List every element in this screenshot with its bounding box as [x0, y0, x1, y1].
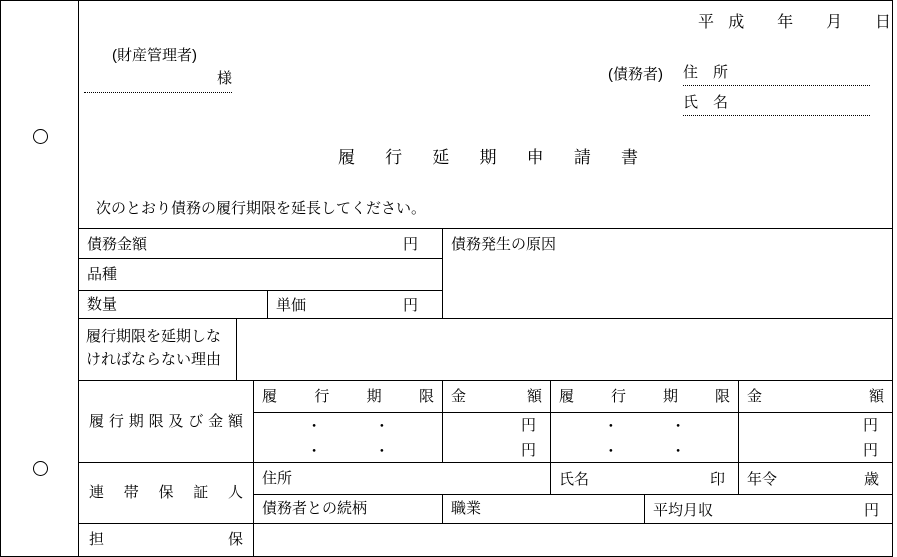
schedule-row-label-cell [78, 380, 254, 463]
seal-label: 印 [709, 471, 725, 488]
amount-fill-cell-2[interactable] [738, 412, 893, 463]
property-manager-label: (財産管理者) [112, 47, 197, 64]
quantity-label: 数量 [87, 296, 118, 313]
yen-unit-line: 円 [520, 417, 536, 434]
guarantor-age-cell[interactable] [738, 462, 893, 495]
debtor-name-label: 氏 名 [683, 94, 729, 111]
deferment-reason-label-cell [78, 318, 237, 381]
guarantor-address-cell[interactable] [253, 462, 551, 495]
yen-unit: 円 [402, 236, 418, 253]
deferment-reason-fill-cell[interactable] [236, 318, 893, 381]
intro-sentence: 次のとおり債務の履行期限を延長してください。 [96, 200, 427, 217]
form-title: 履 行 延 期 申 請 書 [338, 148, 638, 167]
date-dot: ・ [603, 443, 619, 460]
date-dot: ・ [603, 418, 619, 435]
due-date-header-1: 履 行 期 限 [253, 380, 443, 413]
debt-cause-label: 債務発生の原因 [451, 236, 557, 253]
quantity-cell [78, 290, 268, 319]
yen-unit-line: 円 [862, 417, 878, 434]
honorific-sama-label: 様 [216, 70, 232, 87]
guarantor-relation-cell[interactable] [253, 494, 443, 524]
debt-amount-label: 債務金額 [87, 236, 148, 253]
due-date-header-2: 履 行 期 限 [550, 380, 739, 413]
binding-hole-mark-bottom [33, 461, 48, 476]
amount-fill-cell-1[interactable] [442, 412, 551, 463]
age-label: 年令 [747, 471, 778, 488]
date-dots-line [254, 413, 442, 438]
debt-amount-cell [78, 228, 443, 259]
date-dots-line [551, 413, 738, 438]
date-line: 平成 年 月 日 [698, 14, 891, 31]
date-dot: ・ [670, 443, 686, 460]
debtor-address-label: 住 所 [683, 64, 729, 81]
deferment-reason-label: 履行期限を延期しなければならない理由 [86, 328, 222, 368]
binding-hole-mark-top [33, 129, 48, 144]
guarantor-name-label: 氏名 [559, 471, 590, 488]
guarantor-income-cell[interactable] [644, 494, 893, 524]
debt-cause-cell[interactable] [442, 228, 893, 319]
occupation-label: 職業 [451, 500, 482, 517]
guarantor-address-label: 住所 [262, 470, 293, 487]
schedule-row-label: 履 行 期 限 及 び 金 額 [89, 413, 243, 430]
item-type-cell [78, 258, 443, 291]
date-dots-line [254, 438, 442, 463]
yen-unit: 円 [863, 501, 879, 519]
date-dot: ・ [670, 418, 686, 435]
date-dot: ・ [374, 443, 390, 460]
date-dots-line [551, 438, 738, 463]
yen-unit: 円 [402, 297, 418, 314]
date-dot: ・ [374, 418, 390, 435]
collateral-label-cell: 担 保 [78, 523, 254, 557]
relation-label: 債務者との続柄 [262, 500, 368, 517]
guarantor-name-cell[interactable] [550, 462, 739, 495]
income-label: 平均月収 [653, 501, 714, 519]
due-date-fill-cell-1[interactable] [253, 412, 443, 463]
guarantor-row-label-cell: 連 帯 保 証 人 [78, 462, 254, 524]
yen-unit-line: 円 [862, 442, 878, 459]
guarantor-occupation-cell[interactable] [442, 494, 645, 524]
unit-price-cell [267, 290, 443, 319]
addressee-fill-line[interactable] [84, 66, 232, 93]
age-unit-label: 歳 [863, 471, 879, 488]
debtor-label: (債務者) [608, 66, 663, 83]
debtor-name-fill-line[interactable] [683, 91, 870, 116]
date-dot: ・ [306, 443, 322, 460]
collateral-fill-cell[interactable] [253, 523, 893, 557]
amount-header-2: 金 額 [738, 380, 893, 413]
date-dot: ・ [306, 418, 322, 435]
amount-header-1: 金 額 [442, 380, 551, 413]
unit-price-label: 単価 [276, 297, 307, 314]
debtor-address-fill-line[interactable] [683, 61, 870, 86]
due-date-fill-cell-2[interactable] [550, 412, 739, 463]
item-type-label: 品種 [87, 266, 118, 283]
yen-unit-line: 円 [520, 442, 536, 459]
